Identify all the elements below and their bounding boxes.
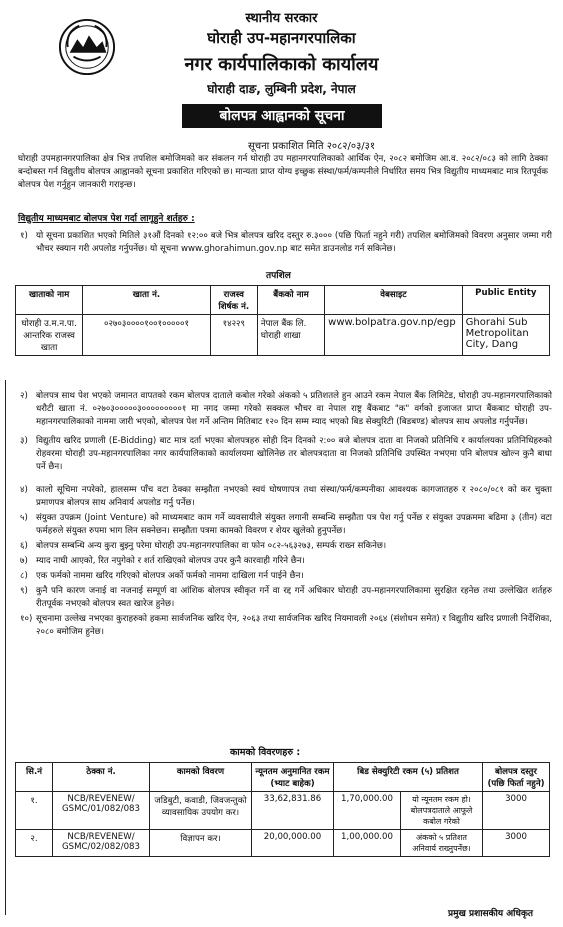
item-number: ४) bbox=[20, 485, 28, 495]
list-item bbox=[20, 512, 552, 538]
column-header: राजस्व शिर्षक नं. bbox=[210, 286, 257, 315]
list-item bbox=[20, 555, 552, 568]
column-header: खाताको नाम bbox=[16, 286, 83, 315]
intro-paragraph: घोराही उपमहानगरपालिका क्षेत्र भित्र तपशिल बमोजिमको कर संकलन गर्न घोराही उप महानगरपालिकाको आर्थिक ऐन, २०८२ बमोजिम आ.व. २०८२/०८३ को लागि ठेक्का बन्दोबस्त गर्न विद्युतीय बोलपत्र आह्वानको सूचना प्रकाशित गरिएको छ। मान्यता प्राप्त योग्य इच्छुक संस्था/फर्म/कम्पनीले निर्धारित समय भित्र विद्युतीय माध्यमबाट मात्र रितपूर्वक बोलपत्र पेश गर्नुहुन जानकारी गराइन्छ। bbox=[18, 154, 548, 190]
item-1 bbox=[20, 230, 552, 258]
table-header-row bbox=[16, 763, 550, 792]
column-header: बैंकको नाम bbox=[257, 286, 324, 315]
column-header: Public Entity bbox=[462, 286, 549, 315]
item-text: एक फर्मको नाममा खरिद गरिएको बोलपत्र अर्को फर्मको नाममा दाखिला गर्न पाईने छैन। bbox=[36, 571, 304, 581]
work-heading: कामको विवरणहरु : bbox=[230, 747, 301, 758]
table-cell: २. bbox=[16, 830, 53, 857]
table-cell: अंकको ५ प्रतिशत अनिवार्य राख्नुपर्नेछ। bbox=[401, 830, 483, 857]
signature-line: प्रमुख प्रशासकीय अधिकृत bbox=[447, 909, 533, 919]
item-number: ५) bbox=[20, 513, 28, 523]
item-text: म्याद नाघी आएको, रित नपुगेको र शर्त राखिएको बोलपत्र उपर कुनै कारवाही गरिने छैन। bbox=[36, 556, 305, 566]
item-text: कालो सूचिमा नपरेको, हालसम्म पाँच वटा ठेक्का सम्झौता नभएको स्वयं घोषणापत्र तथा संस्था/फर्म/कम्पनीका आवश्यक कागजातहरु र २०८०/०८१ को कर चुक्ता प्रमाणपत्र बोलपत्र साथ अनिवार्य अपलोड गर्नु पर्नेछ। bbox=[36, 485, 552, 508]
item-number: ८) bbox=[20, 571, 28, 581]
list-item bbox=[20, 570, 552, 583]
conditions-list bbox=[20, 390, 552, 641]
table-cell: 20,00,000.00 bbox=[252, 830, 334, 857]
notice-title: बोलपत्र आह्वानको सूचना bbox=[182, 104, 382, 128]
list-item bbox=[20, 484, 552, 510]
header-line2: घोराही उप-महानगरपालिका bbox=[207, 29, 356, 47]
table-cell: यो न्यूनतम रकम हो। बोलपत्रदाताले आफूले कबोल गरेको bbox=[401, 792, 483, 830]
column-header: बोलपत्र दस्तुर (पछि फिर्ता नहुने) bbox=[483, 763, 550, 792]
table-cell: १. bbox=[16, 792, 53, 830]
table-cell: NCB/REVENEW/ GSMC/01/082/083 bbox=[53, 792, 150, 830]
table-cell: विज्ञापन कर। bbox=[150, 830, 252, 857]
item-text: यो सूचना प्रकाशित भएको मितिले ३१औं दिनको १२:०० बजे भित्र बोलपत्र खरिद दस्तुर रु.३००० (पछि फिर्ता नहुने गरी) तपशिल बमोजिमको विवरण अनुसार जम्मा गरी भौचर स्क्यान गरी अपलोड गर्नुपर्नेछ। यो सूचना www.ghorahimun.gov.np बाट समेत डाउनलोड गर्न सकिनेछ। bbox=[36, 231, 552, 254]
table-cell: 3000 bbox=[483, 830, 550, 857]
table-cell: 1,70,000.00 bbox=[334, 792, 401, 830]
table-cell: १४२२९ bbox=[210, 315, 257, 356]
column-header: ठेक्का नं. bbox=[53, 763, 150, 792]
column-header: खाता नं. bbox=[83, 286, 210, 315]
item-number: ६) bbox=[20, 541, 28, 551]
table-cell: 33,62,831.86 bbox=[252, 792, 334, 830]
header-line3: नगर कार्यपालिकाको कार्यालय bbox=[184, 54, 379, 75]
table-cell: जडिबुटी, कवाडी, जिवजन्तुको व्यावसायिक उपयोग कर। bbox=[150, 792, 252, 830]
column-header: बिड सेक्युरिटी रकम (५) प्रतिशत bbox=[334, 763, 483, 792]
table-cell: www.bolpatra.gov.np/egp bbox=[325, 315, 463, 356]
item-number: ७) bbox=[20, 556, 28, 566]
column-header: सि.नं bbox=[16, 763, 53, 792]
table-row bbox=[16, 315, 550, 356]
item-number: २) bbox=[20, 391, 28, 401]
table-cell: नेपाल बैंक लि. घोराही शाखा bbox=[257, 315, 324, 356]
list-item bbox=[20, 435, 552, 474]
list-item bbox=[20, 613, 552, 639]
left-border bbox=[5, 380, 6, 915]
table-cell: घोराही उ.म.न.पा. आन्तरिक राजस्व खाता bbox=[16, 315, 83, 356]
list-item bbox=[20, 540, 552, 553]
header-line1: स्थानीय सरकार bbox=[245, 11, 318, 26]
item-text: विद्युतीय खरिद प्रणाली (E-Bidding) बाट मात्र दर्ता भएका बोलपत्रहरु सोही दिन दिनको २:०० बजे बोलपत्र दाता वा निजको प्रतिनिधि र कार्यालयका प्रतिनिधिहरुको रोहवरमा घोराही उप-महानगरपालिका नगर कार्यपालिकाको कार्यालयमा खोलिनेछ तर बोलपत्रदाता वा निजको प्रतिनिधि उपस्थित नभएमा पनि बोलपत्र खोल्न कुनै बाधा पर्ने छैन। bbox=[36, 436, 552, 472]
item-number: १) bbox=[20, 231, 28, 241]
table-cell: ०२७०३००००१००१०००००१ bbox=[83, 315, 210, 356]
item-text: संयुक्त उपक्रम (Joint Venture) को माध्यमबाट काम गर्ने व्यवसायीले संयुक्त लगानी सम्बन्धि सम्झौता पत्र पेश गर्नु पर्नेछ र संयुक्त उपक्रममा बढिमा ३ (तीन) वटा फर्महरुले संयुक्त रुपमा भाग लिन सक्नेछन। सम्झौता पत्रमा कामको विवरण र शेयर खुलेको हुनुपर्नेछ। bbox=[36, 513, 552, 536]
list-item bbox=[20, 585, 552, 611]
table-header-row bbox=[16, 286, 550, 315]
column-header: वेबसाइट bbox=[325, 286, 463, 315]
list-item bbox=[20, 390, 552, 429]
header-line4: घोराही दाङ, लुम्बिनी प्रदेश, नेपाल bbox=[207, 82, 356, 96]
work-table bbox=[15, 762, 550, 857]
table-row bbox=[16, 830, 550, 857]
publish-date: सूचना प्रकाशित मिति २०८२/०३/३१ bbox=[248, 141, 376, 152]
account-table bbox=[15, 285, 550, 356]
tapashil-label: तपशिल bbox=[266, 271, 291, 281]
column-header: न्यूनतम अनुमानित रकम (भ्याट बाहेक) bbox=[252, 763, 334, 792]
table-cell: 3000 bbox=[483, 792, 550, 830]
item-number: ३) bbox=[20, 436, 28, 446]
column-header: कामको विवरण bbox=[150, 763, 252, 792]
conditions-heading: विद्युतीय माध्यमबाट बोलपत्र पेश गर्दा लागूहुने शर्तहरु : bbox=[18, 214, 195, 224]
item-text: बोलपत्र सम्बन्धि अन्य कुरा बुझ्नु परेमा घोराही उप-महानगरपालिका वा फोन ०८२-५६३२७३, सम्पर्क राख्न सकिनेछ। bbox=[36, 541, 387, 551]
item-number: ९) bbox=[20, 586, 28, 596]
item-text: बोलपत्र साथ पेश भएको जमानत वापतको रकम बोलपत्र दाताले कबोल गरेको अंकको ५ प्रतिशतले हुन आउने रकम नेपाल बैंक लिमिटेड, घोराही उप-महानगरपालिकाको धरौटी खाता नं. ०२७०३०००००३०००००००००१ मा नगद जम्मा गरेको सक्कल भौचर वा नेपाल राष्ट्र बैंकबाट "क" वर्गको इजाजत प्राप्त बैंकबाट घोराही उप-महानगरपालिकाको नाममा जारी भएको, बोलपत्र पेश गर्ने अन्तिम मितिबाट १२० दिन सम्म म्याद भएको बिड सेक्युरिटी (बिडबण्ड) बोलपत्र साथ अपलोड गर्नुपर्नेछ। bbox=[36, 391, 552, 427]
item-text: सूचनामा उल्लेख नभएका कुराहरुको हकमा सार्वजनिक खरिद ऐन, २०६३ तथा सार्वजनिक खरिद नियमावली २०६४ (संशोधन समेत) र विद्युतीय खरिद प्रणाली निर्देशिका, २०८० बमोजिम हुनेछ। bbox=[36, 614, 552, 637]
table-cell: Ghorahi Sub Metropolitan City, Dang bbox=[462, 315, 549, 356]
item-text: कुनै पनि कारण जनाई वा नजनाई सम्पूर्ण वा आंशिक बोलपत्र स्वीकृत गर्ने वा रद्द गर्ने अधिकार घोराही उप-महानगरपालिकामा सुरक्षित रहनेछ तथा उल्लेखित शर्तहरु रीतपूर्वक नभएको बोलपत्र स्वत खारेज हुनेछ। bbox=[36, 586, 552, 609]
table-cell: 1,00,000.00 bbox=[334, 830, 401, 857]
table-row bbox=[16, 792, 550, 830]
table-cell: NCB/REVENEW/ GSMC/02/082/083 bbox=[53, 830, 150, 857]
item-number: १०) bbox=[20, 614, 33, 624]
